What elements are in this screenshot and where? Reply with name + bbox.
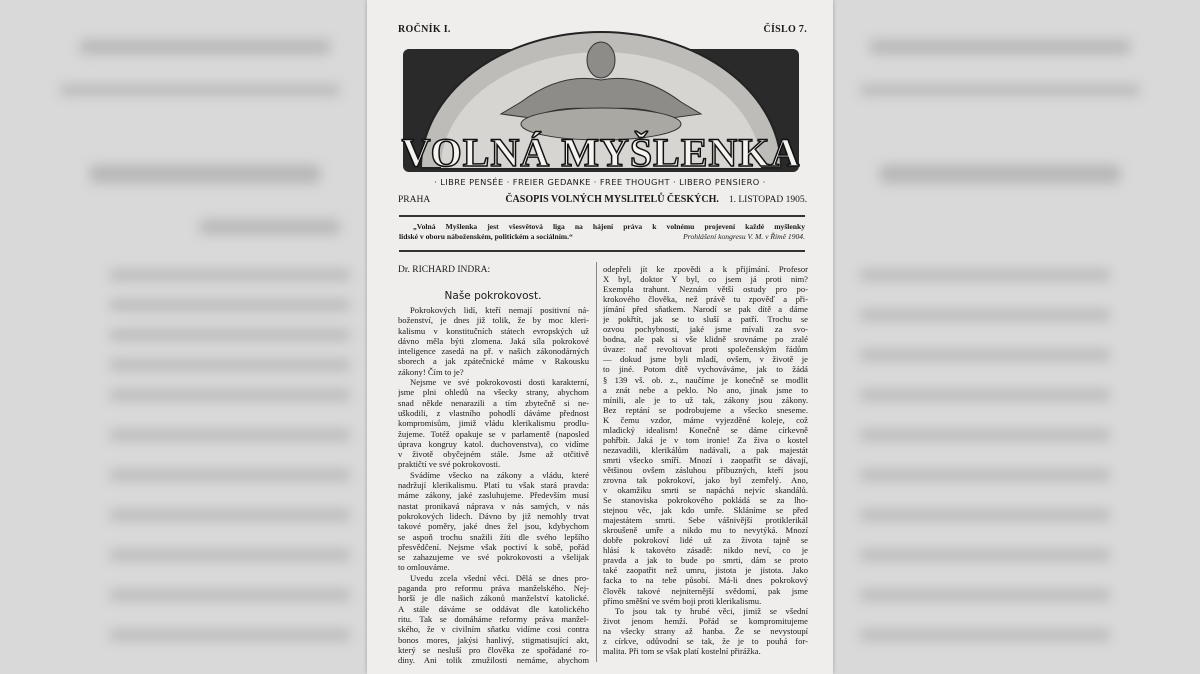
text-line: většinou ovšem zásluhou příbuzných, kteří jsou <box>603 464 808 475</box>
text-line: snad někde nenarazili a tím zbytečně si ne- <box>398 397 589 408</box>
text-line: nastat pronikavá náprava v nás samých, v nás <box>398 500 589 511</box>
article-author: Dr. RICHARD INDRA: <box>398 265 491 275</box>
text-line: malita. Při tom se však platí kostelní přirážka. <box>603 645 761 656</box>
column-divider <box>596 262 597 662</box>
text-line: je pokřtít, jak se to sluší a patří. Trochu se <box>603 314 808 325</box>
text-line: Se stanoviska pokrokového pokládá se za lho- <box>603 495 808 506</box>
text-line: a znát nebe a peklo. No ano, jinak jsme to <box>603 384 808 395</box>
article-title: Naše pokrokovost. <box>444 290 542 302</box>
text-line: Exempla trahunt. Neznám větší ostudy pro po- <box>603 284 808 295</box>
text-line: Pokrokových lidí, kteří nemají positivní ná- <box>410 305 589 315</box>
text-line: smrti všecko smíří. Mnozí i zaopatřit se dávají, <box>603 454 808 465</box>
text-line: v životě obyčejném stále. Jsme až otčitivě <box>398 449 589 460</box>
text-line: A stále dáváme se oddávat dle katolického <box>398 603 589 614</box>
text-line: skroušeně umře a nikdo mu to nevytýká. Mnozí <box>603 525 808 536</box>
motto-line-2: lidské v oboru náboženském, politickém a sociálním.“ <box>399 231 573 241</box>
text-line: úvaze: nač revoltovat proti společenským řádům <box>603 344 808 355</box>
article-left-column <box>398 305 589 665</box>
motto-line-1: „Volná Myšlenka jest všesvětová liga na hájení práva k volnému projevení každé myšlenky <box>413 222 805 231</box>
text-line: přímo směšní ve svém boji proti klerikalismu. <box>603 595 762 606</box>
text-line: život jenom hemží. Pořád se kompromitujeme <box>603 615 808 626</box>
text-line: člověk takové nejniternější svědomí, pak jsme <box>603 585 808 596</box>
text-line: mladický idealism! Konečně se dáme církevně <box>603 424 808 435</box>
text-line: bonos mores, jakýsi hanlivý, stigmatisující akt, <box>398 634 589 645</box>
publication-subtitle: ČASOPIS VOLNÝCH MYSLITELŮ ČESKÝCH. <box>505 194 719 205</box>
text-line: nadržují klerikalismu. Platí tu však stará pravda: <box>398 480 589 491</box>
bottom-rule <box>399 250 805 252</box>
text-line: na všecky strany až hanba. Že se nevystoupí <box>603 625 808 636</box>
text-line: to jiné. Potom dítě vychováváme, jak to žádá <box>603 364 808 375</box>
text-line: zrovna tak pokrokoví, jako byl zemřelý. Ano, <box>603 474 808 485</box>
motto-line-2-row <box>399 232 805 242</box>
text-line: máme zákony, jaké zasluhujeme. Především musí <box>398 490 589 501</box>
top-rule <box>399 215 805 217</box>
newspaper-page <box>367 0 833 674</box>
text-line: z církve, odůvodní se tak, že je to pouhá for- <box>603 635 808 646</box>
text-line: úprava kongruy katol. duchovenstva), co vidíme <box>398 438 589 449</box>
text-line: se zahazujeme ve své pokrokovosti a všelijak <box>398 552 589 563</box>
text-line: takové poměry, jaké dnes žel jsou, kdybychom <box>398 521 589 532</box>
text-line: pravda a jak to bude po smrti, dám se proto <box>603 555 808 566</box>
text-line: dávno měla býti zlomena. Jaká síla pokrokové <box>398 335 589 346</box>
text-line: pokrokových lidech. Dávno by již nemohly trvat <box>398 510 589 521</box>
text-line: ského, že v civilním sňatku vidíme cosi contra <box>398 624 589 635</box>
text-line: hlásí k takovéto zásadě: nikdo neví, co je <box>603 545 808 556</box>
text-line: ozvou pochybnosti, jaké jsme mívali za svo- <box>603 324 808 335</box>
text-line: krokového člověka, než právě tu zpověď a při- <box>603 294 808 305</box>
text-line: X byl, doktor Y byl, co jsem já proti nim? <box>603 274 808 285</box>
text-line: Nejsme ve své pokrokovosti dosti karakterní, <box>410 377 589 388</box>
text-line: paganda pro reformu práva manželského. Nej- <box>398 583 589 594</box>
text-line: stejnou věc, jak kdo umře. Skláníme se před <box>603 505 808 516</box>
masthead-banner <box>401 22 803 174</box>
text-line: v okamžiku smrti se napáchá nejvíc skandálů. <box>603 485 808 496</box>
text-line: dobře pokrokoví lidé už za života tajně se <box>603 535 808 546</box>
text-line: nezavadili, klerikálům nadávali, a pak majestát <box>603 444 808 455</box>
masthead-title-logo: VOLNÁ MYŠLENKA <box>401 130 801 174</box>
text-line: inteligence zasedá na př. v našich zákonodárných <box>398 346 589 357</box>
text-line: kompromisům, jimiž vládu klerikalismu prodlu- <box>398 418 589 429</box>
motto <box>399 222 805 241</box>
text-line: pohřbít. Jaká je v tom ironie! Za živa o kostel <box>603 434 808 445</box>
city-label: PRAHA <box>398 195 431 205</box>
text-line: se aspoň trochu snažili žíti dle svého lepšího <box>398 531 589 542</box>
text-line: Bez reptání se podrobujeme a všecko sneseme. <box>603 404 808 415</box>
article-right-column <box>603 264 808 656</box>
motto-source: Prohlášení kongresu V. M. v Římě 1904. <box>683 231 805 241</box>
text-line: diny. Ani tolik zmužilosti nemáme, abychom <box>398 655 589 666</box>
text-line: — dokud jsme byli mladí, ovšem, v životě je <box>603 354 808 365</box>
text-line: zákony! Čím to je? <box>398 366 464 377</box>
volume-label: ROČNÍK I. <box>398 24 451 35</box>
text-line: To jsou tak ty hrubé věci, jimiž se všední <box>615 605 808 616</box>
text-line: § 139 vš. ob. z., naučíme je konečně se modlit <box>603 374 808 385</box>
text-line: facka to na tebe působí. Má-li dnes pokrokový <box>603 575 808 586</box>
issue-date: 1. LISTOPAD 1905. <box>728 195 807 205</box>
text-line: jsme plni ohledů na všecky strany, abychom <box>398 387 589 398</box>
text-line: žujeme. Totéž opakuje se v parlamentě (naposled <box>398 428 589 439</box>
text-line: jímání před sňatkem. Narodí se pak dítě a dáme <box>603 304 808 315</box>
text-line: sborech a jak zpátečnické máme v Rakousku <box>398 356 589 367</box>
issue-number: ČÍSLO 7. <box>763 24 807 35</box>
text-line: přesvědčení. Nejsme však poctiví k sobě, pořád <box>398 541 589 552</box>
text-line: kalismu v konstitučních státech evropských už <box>398 325 589 336</box>
publication-info-line <box>398 194 807 205</box>
text-line: to omlouváme. <box>398 562 450 573</box>
text-line: který se nesluší pro člověka ze spořádané ro- <box>398 644 589 655</box>
languages-line: · LIBRE PENSÉE · FREIER GEDANKE · FREE THOUGHT · LIBERO PENSIERO · <box>434 177 766 187</box>
text-line: také zaopatřit než umru, jistota je jistota. Jako <box>603 565 808 576</box>
text-line: uškodili, z vlastního pohodlí dáváme přednost <box>398 407 589 418</box>
text-line: K čemu vzdor, máme vyjezděné koleje, což <box>603 414 808 425</box>
text-line: mínili, ale je to už tak, zákony jsou zákony. <box>603 394 808 405</box>
text-line: horší je dle našich zákonů manželství katolické. <box>398 593 589 604</box>
text-line: ritu. Tak se domáháme reformy práva manžel- <box>398 613 589 624</box>
text-line: praktičtí ve své pokrokovosti. <box>398 459 501 470</box>
text-line: Uvedu zcela všední věci. Dělá se dnes pro- <box>410 572 589 583</box>
text-line: boženství, je dnes již tolik, že by moc kleri- <box>398 315 589 326</box>
text-line: odepřeli jít ke zpovědi a k přijímání. Profesor <box>603 264 808 274</box>
text-line: bodna, ale pak si vše klidně srovnáme po zralé <box>603 334 808 345</box>
text-line: majestátem smrti. Sebe vášnivější protiklerikál <box>603 515 808 526</box>
text-line: Svádíme všecko na zákony a vládu, které <box>410 469 589 480</box>
